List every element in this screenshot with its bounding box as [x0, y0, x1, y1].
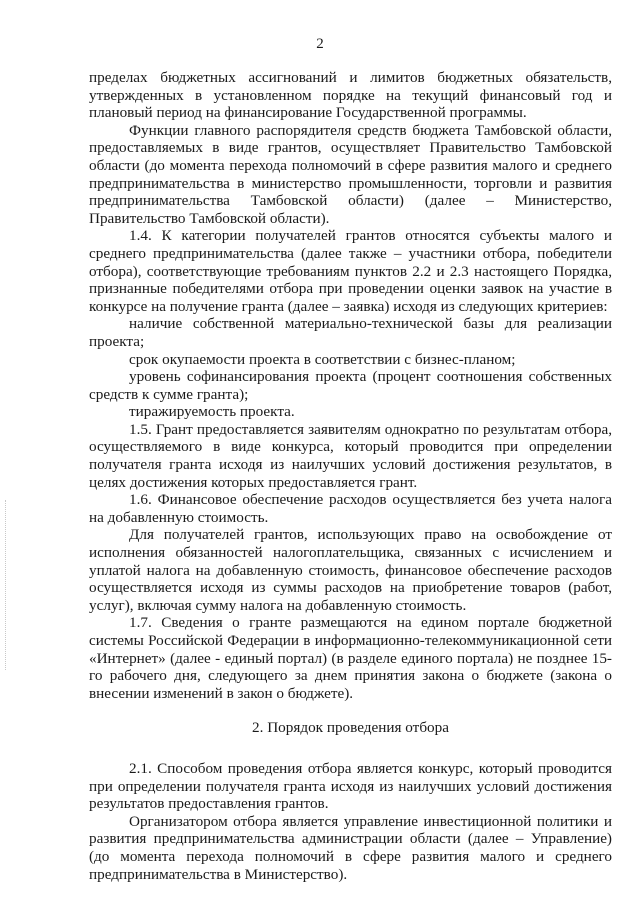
paragraph: 2.1. Способом проведения отбора является конкурс, который проводится при определении получателя гранта исходя из наилучших условий достижения результатов предоставления грантов.: [89, 759, 612, 813]
paragraph: 1.5. Грант предоставляется заявителям однократно по результатам отбора, осуществляемого в виде конкурса, который проводится при определении получателя гранта исходя из наилучших условий достижения результатов, в целях достижения которых предоставляется грант.: [89, 420, 612, 491]
paragraph: 1.4. К категории получателей грантов относятся субъекты малого и среднего предпринимательства (далее также – участники отбора, победители отбора), соответствующие требованиям пунктов 2.2 и 2.3 настоящего Порядка, признанные победителями отбора при проведении оценки заявок на участие в конкурсе на получение гранта (далее – заявка) исходя из следующих критериев:: [89, 227, 612, 315]
document-body: [89, 69, 612, 883]
paragraph: 1.7. Сведения о гранте размещаются на едином портале бюджетной системы Российской Федерации в информационно-телекоммуникационной сети «Интернет» (далее - единый портал) (в разделе единого портала) не позднее 15-го рабочего дня, следующего за днем принятия закона о бюджете (закона о внесении изменений в закон о бюджете).: [89, 614, 612, 702]
section-heading: 2. Порядок проведения отбора: [252, 719, 449, 737]
paragraph: Организатором отбора является управление инвестиционной политики и развития предпринимательства администрации области (далее – Управление) (до момента перехода полномочий в сфере развития малого и среднего предпринимательства в Министерство).: [89, 812, 612, 883]
paragraph: пределах бюджетных ассигнований и лимитов бюджетных обязательств, утвержденных в установленном порядке на текущий финансовый год и плановый период на финансирование Государственной программы.: [89, 69, 612, 122]
criteria-item: наличие собственной материально-технической базы для реализации проекта;: [89, 315, 612, 350]
paragraph: Функции главного распорядителя средств бюджета Тамбовской области, предоставляемых в виде грантов, осуществляет Правительство Тамбовской области (до момента перехода полномочий в сфере развития малого и среднего предпринимательства в министерство промышленности, торговли и развития предпринимательства Тамбовской области) (далее – Министерство, Правительство Тамбовской области).: [89, 121, 612, 227]
paragraph: Для получателей грантов, использующих право на освобождение от исполнения обязанностей налогоплательщика, связанных с исчислением и уплатой налога на добавленную стоимость, финансовое обеспечение расходов осуществляется исходя из суммы расходов на приобретение товаров (работ, услуг), включая сумму налога на добавленную стоимость.: [89, 526, 612, 614]
criteria-item: тиражируемость проекта.: [129, 403, 295, 421]
paragraph: 1.6. Финансовое обеспечение расходов осуществляется без учета налога на добавленную стоимость.: [89, 491, 612, 526]
criteria-item: уровень софинансирования проекта (процент соотношения собственных средств к сумме гранта);: [89, 368, 612, 403]
criteria-item: срок окупаемости проекта в соответствии с бизнес-планом;: [129, 350, 516, 368]
page-number: 2: [316, 36, 324, 52]
margin-scan-marks: [5, 500, 9, 670]
